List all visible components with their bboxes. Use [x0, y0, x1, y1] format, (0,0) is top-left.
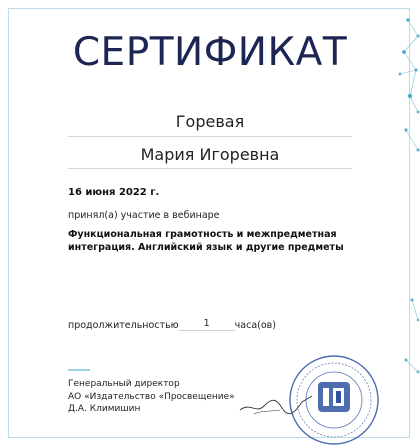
signatory-position: Генеральный директор	[68, 379, 180, 389]
signatory-block	[68, 378, 235, 416]
duration-row	[68, 318, 276, 331]
certificate-title: СЕРТИФИКАТ	[72, 30, 348, 75]
duration-value: 1	[179, 318, 235, 331]
event-title	[68, 228, 368, 254]
signatory-organization: АО «Издательство «Просвещение»	[68, 391, 235, 402]
participation-text: принял(а) участие в вебинаре	[68, 210, 220, 221]
divider	[68, 168, 352, 169]
accent-rule	[68, 369, 90, 371]
company-seal-stamp	[286, 352, 382, 448]
event-title-line: интеграция. Английский язык и другие предметы	[68, 242, 344, 253]
recipient-surname: Горевая	[175, 112, 245, 131]
recipient-given-names: Мария Игоревна	[140, 145, 280, 164]
divider	[68, 136, 352, 137]
event-title-line: Функциональная грамотность и межпредметная	[68, 229, 337, 240]
signatory-name: Д.А. Климишин	[68, 404, 141, 414]
event-date: 16 июня 2022 г.	[68, 187, 160, 198]
duration-label: продолжительностью	[68, 320, 179, 331]
duration-unit: часа(ов)	[234, 320, 276, 331]
